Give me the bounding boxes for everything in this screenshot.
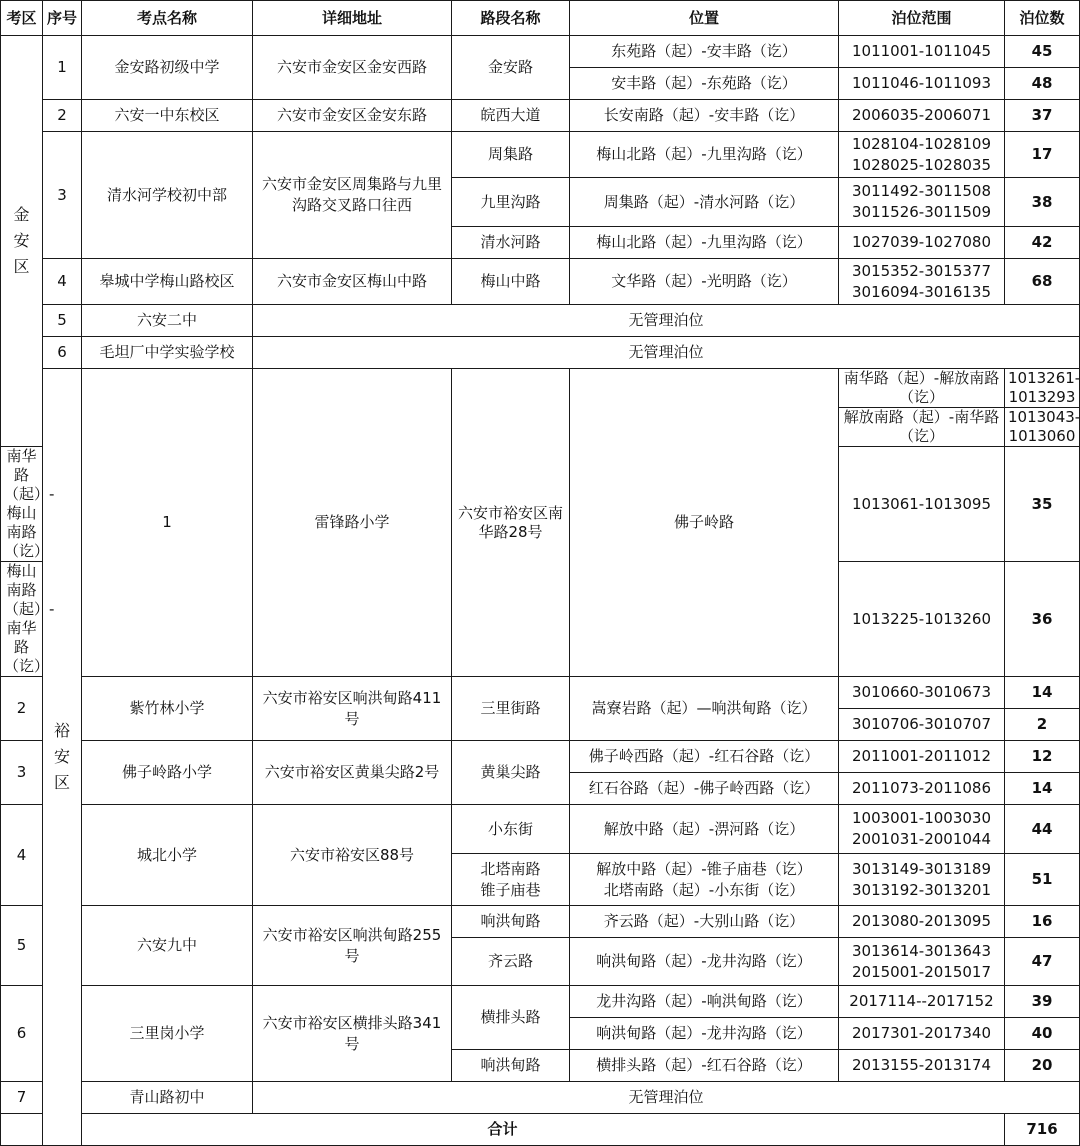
district-name: 安 xyxy=(13,231,30,250)
header-count: 泊位数 xyxy=(1005,1,1080,36)
table-row xyxy=(1,36,1080,68)
berth-count-cell: 36 xyxy=(1005,562,1080,677)
berth-range-cell: 2006035-2006071 xyxy=(839,100,1005,132)
berth-count-cell: 14 xyxy=(1005,677,1080,709)
address-line: 号 xyxy=(344,709,360,728)
berth-range-cell: 2017301-2017340 xyxy=(839,1018,1005,1050)
address-cell xyxy=(253,677,452,741)
site-cell: 六安一中东校区 xyxy=(82,100,253,132)
berth-range-cell: 1027039-1027080 xyxy=(839,227,1005,259)
table-row xyxy=(1,986,1080,1018)
position-cell: 南华路（起）-梅山南路（讫） xyxy=(1,447,43,562)
berth-range-line: 1028025-1028035 xyxy=(851,155,992,174)
road-cell: 梅山中路 xyxy=(452,259,570,305)
road-cell: 佛子岭路 xyxy=(570,369,839,677)
berth-count-cell: 48 xyxy=(1005,68,1080,100)
road-cell: 小东街 xyxy=(452,805,570,854)
position-cell: 解放南路（起）-南华路（讫） xyxy=(839,408,1005,447)
site-cell: 清水河学校初中部 xyxy=(82,132,253,259)
road-cell: 清水河路 xyxy=(452,227,570,259)
road-cell: 黄巢尖路 xyxy=(452,741,570,805)
site-cell: 雷锋路小学 xyxy=(253,369,452,677)
district-name: 区 xyxy=(53,773,70,792)
site-cell: 城北小学 xyxy=(82,805,253,906)
position-cell: 文华路（起）-光明路（讫） xyxy=(570,259,839,305)
address-cell xyxy=(253,986,452,1082)
table-row xyxy=(1,337,1080,369)
site-cell: 三里岗小学 xyxy=(82,986,253,1082)
road-cell: 周集路 xyxy=(452,132,570,178)
road-cell: 金安路 xyxy=(452,36,570,100)
berth-count-cell: 39 xyxy=(1005,986,1080,1018)
seq-cell: 3 xyxy=(43,132,82,259)
position-cell: 梅山北路（起）-九里沟路（讫） xyxy=(570,132,839,178)
position-cell: 周集路（起）-清水河路（讫） xyxy=(570,178,839,227)
no-berth-note: 无管理泊位 xyxy=(253,305,1080,337)
berth-range-cell: 2013155-2013174 xyxy=(839,1050,1005,1082)
position-cell: 红石谷路（起）-佛子岭西路（讫） xyxy=(570,773,839,805)
address-cell xyxy=(253,906,452,986)
header-position: 位置 xyxy=(570,1,839,36)
berth-range-cell: 1013061-1013095 xyxy=(839,447,1005,562)
header-seq: 序号 xyxy=(43,1,82,36)
berth-range-cell: 3010706-3010707 xyxy=(839,709,1005,741)
header-site: 考点名称 xyxy=(82,1,253,36)
position-cell: 横排头路（起）-红石谷路（讫） xyxy=(570,1050,839,1082)
site-cell: 紫竹林小学 xyxy=(82,677,253,741)
seq-cell: 6 xyxy=(43,337,82,369)
road-cell: 响洪甸路 xyxy=(452,1050,570,1082)
address-cell: 六安市裕安区南华路28号 xyxy=(452,369,570,677)
berth-range-cell: 2011001-2011012 xyxy=(839,741,1005,773)
berth-range-line: 3016094-3016135 xyxy=(851,282,992,301)
berth-count-cell: 51 xyxy=(1005,854,1080,906)
table-row xyxy=(1,259,1080,305)
position-line: 北塔南路（起）-小东街（讫） xyxy=(603,880,805,899)
header-address: 详细地址 xyxy=(253,1,452,36)
berth-range-cell xyxy=(839,178,1005,227)
road-cell: 九里沟路 xyxy=(452,178,570,227)
address-line: 号 xyxy=(344,946,360,965)
site-cell: 青山路初中 xyxy=(82,1082,253,1114)
berth-count-cell: 14 xyxy=(1005,773,1080,805)
berth-range-line: 3011526-3011509 xyxy=(851,203,992,221)
site-cell: 六安九中 xyxy=(82,906,253,986)
position-cell: 齐云路（起）-大别山路（讫） xyxy=(570,906,839,938)
address-cell: 六安市金安区金安西路 xyxy=(253,36,452,100)
seq-cell: 1 xyxy=(43,36,82,100)
road-line: 锥子庙巷 xyxy=(480,880,541,899)
seq-cell: 7 xyxy=(1,1082,43,1114)
road-cell: 横排头路 xyxy=(452,986,570,1050)
table-row xyxy=(1,132,1080,178)
berth-range-cell: 3010660-3010673 xyxy=(839,677,1005,709)
table-row xyxy=(1,100,1080,132)
site-cell: 金安路初级中学 xyxy=(82,36,253,100)
table-row xyxy=(1,305,1080,337)
no-berth-note: 无管理泊位 xyxy=(253,337,1080,369)
berth-count-cell: 45 xyxy=(1005,36,1080,68)
seq-cell: 4 xyxy=(43,259,82,305)
berth-range-line: 1028104-1028109 xyxy=(851,134,992,153)
berth-count-cell: 38 xyxy=(1005,178,1080,227)
address-cell: 六安市金安区梅山中路 xyxy=(253,259,452,305)
seq-cell: 5 xyxy=(43,305,82,337)
position-cell: 龙井沟路（起）-响洪甸路（讫） xyxy=(570,986,839,1018)
district-name: 裕 xyxy=(53,721,70,740)
address-line: 六安市金安区周集路与九里 xyxy=(261,175,442,193)
road-cell: 响洪甸路 xyxy=(452,906,570,938)
district-name: 安 xyxy=(53,747,70,766)
table-row xyxy=(1,1082,1080,1114)
address-line: 号 xyxy=(344,1034,360,1053)
seq-cell: 2 xyxy=(1,677,43,741)
address-cell: 六安市裕安区黄巢尖路2号 xyxy=(253,741,452,805)
road-cell: 皖西大道 xyxy=(452,100,570,132)
berth-range-cell: 1013225-1013260 xyxy=(839,562,1005,677)
road-line: 北塔南路 xyxy=(480,859,541,878)
address-line: 六安市裕安区响洪甸路255 xyxy=(262,925,442,944)
position-cell: 梅山南路（起）-南华路（讫） xyxy=(1,562,43,677)
berth-range-line: 3013149-3013189 xyxy=(851,859,992,878)
address-line: 沟路交叉路口往西 xyxy=(291,196,412,214)
address-cell: 六安市金安区金安东路 xyxy=(253,100,452,132)
seq-cell: 4 xyxy=(1,805,43,906)
seq-cell: 1 xyxy=(82,369,253,677)
berth-range-cell xyxy=(839,854,1005,906)
table-row xyxy=(1,805,1080,854)
seq-cell: 2 xyxy=(43,100,82,132)
district-name: 区 xyxy=(13,257,30,276)
header-berth-range: 泊位范围 xyxy=(839,1,1005,36)
berth-range-cell: 2011073-2011086 xyxy=(839,773,1005,805)
position-cell: 南华路（起）-解放南路（讫） xyxy=(839,369,1005,408)
berth-range-cell: 2013080-2013095 xyxy=(839,906,1005,938)
site-cell: 皋城中学梅山路校区 xyxy=(82,259,253,305)
berth-count-cell: 17 xyxy=(1005,132,1080,178)
seq-cell: 5 xyxy=(1,906,43,986)
district-cell-jinan xyxy=(1,36,43,447)
total-label: 合计 xyxy=(1,1114,1005,1146)
district-name: 金 xyxy=(13,205,30,224)
site-cell: 佛子岭路小学 xyxy=(82,741,253,805)
table-row xyxy=(1,677,1080,709)
berth-range-line: 3011492-3011508 xyxy=(851,182,992,200)
berth-range-cell xyxy=(839,259,1005,305)
berth-count-cell: 35 xyxy=(1005,447,1080,562)
berth-range-line: 3013614-3013643 xyxy=(851,941,992,960)
berth-range-cell xyxy=(839,805,1005,854)
table-row xyxy=(1,369,1080,408)
berth-range-cell xyxy=(839,938,1005,986)
no-berth-note: 无管理泊位 xyxy=(253,1082,1080,1114)
position-line: 解放中路（起）-锥子庙巷（讫） xyxy=(596,859,812,878)
position-cell: 安丰路（起）-东苑路（讫） xyxy=(570,68,839,100)
address-cell xyxy=(253,132,452,259)
berth-count-cell: 68 xyxy=(1005,259,1080,305)
berth-count-cell: 47 xyxy=(1005,938,1080,986)
berth-range-cell: 1011001-1011045 xyxy=(839,36,1005,68)
header-row xyxy=(1,1,1080,36)
berth-range-cell: 1013043-1013060 xyxy=(1005,408,1080,447)
position-cell: 嵩寮岩路（起）—响洪甸路（讫） xyxy=(570,677,839,741)
road-cell: 三里街路 xyxy=(452,677,570,741)
berth-count-cell: 42 xyxy=(1005,227,1080,259)
berth-count-cell: 16 xyxy=(1005,906,1080,938)
berth-range-cell xyxy=(839,132,1005,178)
berth-count-cell: 37 xyxy=(1005,100,1080,132)
berth-range-line: 2001031-2001044 xyxy=(851,830,992,848)
berth-count-cell: 20 xyxy=(1005,1050,1080,1082)
header-district: 考区 xyxy=(1,1,43,36)
position-cell xyxy=(570,854,839,906)
berth-count-cell: 12 xyxy=(1005,741,1080,773)
berth-range-line: 3013192-3013201 xyxy=(851,880,992,899)
berth-range-cell: 1011046-1011093 xyxy=(839,68,1005,100)
position-cell: 响洪甸路（起）-龙井沟路（讫） xyxy=(570,938,839,986)
berth-count-cell: 44 xyxy=(1005,805,1080,854)
address-line: 六安市裕安区横排头路341 xyxy=(262,1013,442,1032)
berth-range-line: 1003001-1003030 xyxy=(851,809,992,827)
berth-range-line: 2015001-2015017 xyxy=(851,962,992,981)
total-row xyxy=(1,1114,1080,1146)
berth-range-cell: 2017114--2017152 xyxy=(839,986,1005,1018)
position-cell: 响洪甸路（起）-龙井沟路（讫） xyxy=(570,1018,839,1050)
seq-cell: 3 xyxy=(1,741,43,805)
berth-range-cell: 1013261-1013293 xyxy=(1005,369,1080,408)
berth-count-cell: 40 xyxy=(1005,1018,1080,1050)
table-row xyxy=(1,906,1080,938)
road-cell: 齐云路 xyxy=(452,938,570,986)
site-cell: 六安二中 xyxy=(82,305,253,337)
address-cell: 六安市裕安区88号 xyxy=(253,805,452,906)
site-cell: 毛坦厂中学实验学校 xyxy=(82,337,253,369)
berth-range-line: 3015352-3015377 xyxy=(851,261,992,280)
road-cell xyxy=(452,854,570,906)
header-road: 路段名称 xyxy=(452,1,570,36)
position-cell: 梅山北路（起）-九里沟路（讫） xyxy=(570,227,839,259)
position-cell: 解放中路（起）-淠河路（讫） xyxy=(570,805,839,854)
position-cell: 佛子岭西路（起）-红石谷路（讫） xyxy=(570,741,839,773)
address-line: 六安市裕安区响洪甸路411 xyxy=(262,688,442,707)
total-value: 716 xyxy=(1005,1114,1080,1146)
position-cell: 东苑路（起）-安丰路（讫） xyxy=(570,36,839,68)
seq-cell: 6 xyxy=(1,986,43,1082)
table-row xyxy=(1,741,1080,773)
position-cell: 长安南路（起）-安丰路（讫） xyxy=(570,100,839,132)
berth-count-cell: 2 xyxy=(1005,709,1080,741)
